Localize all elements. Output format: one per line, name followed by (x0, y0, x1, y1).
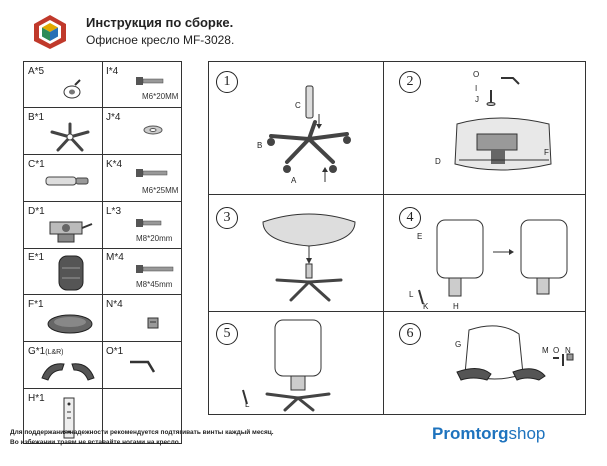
step-number: 1 (216, 71, 238, 93)
safety-note: Во избежании травм не вставайте ногами на кресло. (10, 439, 181, 446)
step2-label: J (475, 95, 479, 104)
part-label-c: C*1 (28, 159, 45, 170)
caster-wheel-icon (60, 78, 84, 100)
part-spec-m: M8*45mm (136, 280, 173, 289)
step-number: 2 (399, 71, 421, 93)
step2-illustration (439, 72, 579, 184)
part-label-n: N*4 (106, 299, 123, 310)
part-label-b: B*1 (28, 112, 45, 123)
part-label-f: F*1 (28, 299, 44, 310)
tilt-mechanism-icon (46, 214, 94, 246)
step6-label: M (542, 346, 549, 355)
part-label-o: O*1 (106, 346, 124, 357)
step1-illustration (249, 84, 369, 190)
step2-label: O (473, 70, 480, 79)
step1-label: C (295, 101, 301, 110)
step-number: 5 (216, 323, 238, 345)
step4-label: K (423, 302, 429, 311)
document-title: Инструкция по сборке. (86, 15, 234, 30)
step4-label: E (417, 232, 423, 241)
step2-label: D (435, 157, 441, 166)
step6-label: G (455, 340, 462, 349)
washer-icon (142, 124, 164, 136)
step6-label: N (565, 346, 571, 355)
step3-illustration (249, 202, 369, 306)
bolt-icon (136, 218, 166, 228)
step4-illustration (413, 212, 583, 312)
brand-logo: Promtorgshop (432, 424, 546, 443)
step-number: 3 (216, 207, 238, 229)
maintenance-note: Для поддержания надежности рекомендуется подтягивать винты каждый месяц. (10, 429, 274, 436)
step2-label: I (475, 84, 478, 93)
gas-lift-icon (44, 174, 90, 188)
step1-label: A (291, 176, 297, 185)
company-logo (32, 14, 68, 50)
step6-illustration (439, 318, 579, 414)
hex-key-icon (128, 358, 158, 376)
step-number: 6 (399, 323, 421, 345)
part-label-j: J*4 (106, 112, 121, 123)
part-label-k: K*4 (106, 159, 123, 170)
cap-icon (146, 316, 160, 330)
part-label-a: A*5 (28, 66, 45, 77)
part-spec-i: M6*20MM (142, 92, 179, 101)
document-subtitle: Офисное кресло MF-3028. (86, 33, 235, 47)
bolt-icon (136, 168, 170, 178)
step-number: 4 (399, 207, 421, 229)
part-label-i: I*4 (106, 66, 119, 77)
step1-label: B (257, 141, 263, 150)
backrest-icon (56, 254, 86, 292)
parts-list (23, 61, 182, 444)
seat-icon (46, 312, 94, 336)
part-spec-l: M8*20mm (136, 234, 173, 243)
step5-label: L (245, 400, 250, 409)
five-star-base-icon (48, 122, 92, 152)
bolt-icon (136, 76, 166, 86)
step4-label: H (453, 302, 459, 311)
assembly-steps (208, 61, 586, 415)
armrests-icon (38, 356, 98, 386)
part-spec-k: M6*25MM (142, 186, 179, 195)
part-label-l: L*3 (106, 206, 122, 217)
step6-label: O (553, 346, 560, 355)
bolt-icon (136, 264, 176, 274)
part-label-d: D*1 (28, 206, 45, 217)
part-label-h: H*1 (28, 393, 45, 404)
part-label-e: E*1 (28, 252, 45, 263)
step2-label: F (544, 148, 549, 157)
step5-illustration (239, 318, 379, 414)
step4-label: L (409, 290, 414, 299)
part-label-g: G*1(L&R) (28, 346, 64, 357)
part-label-m: M*4 (106, 252, 124, 263)
